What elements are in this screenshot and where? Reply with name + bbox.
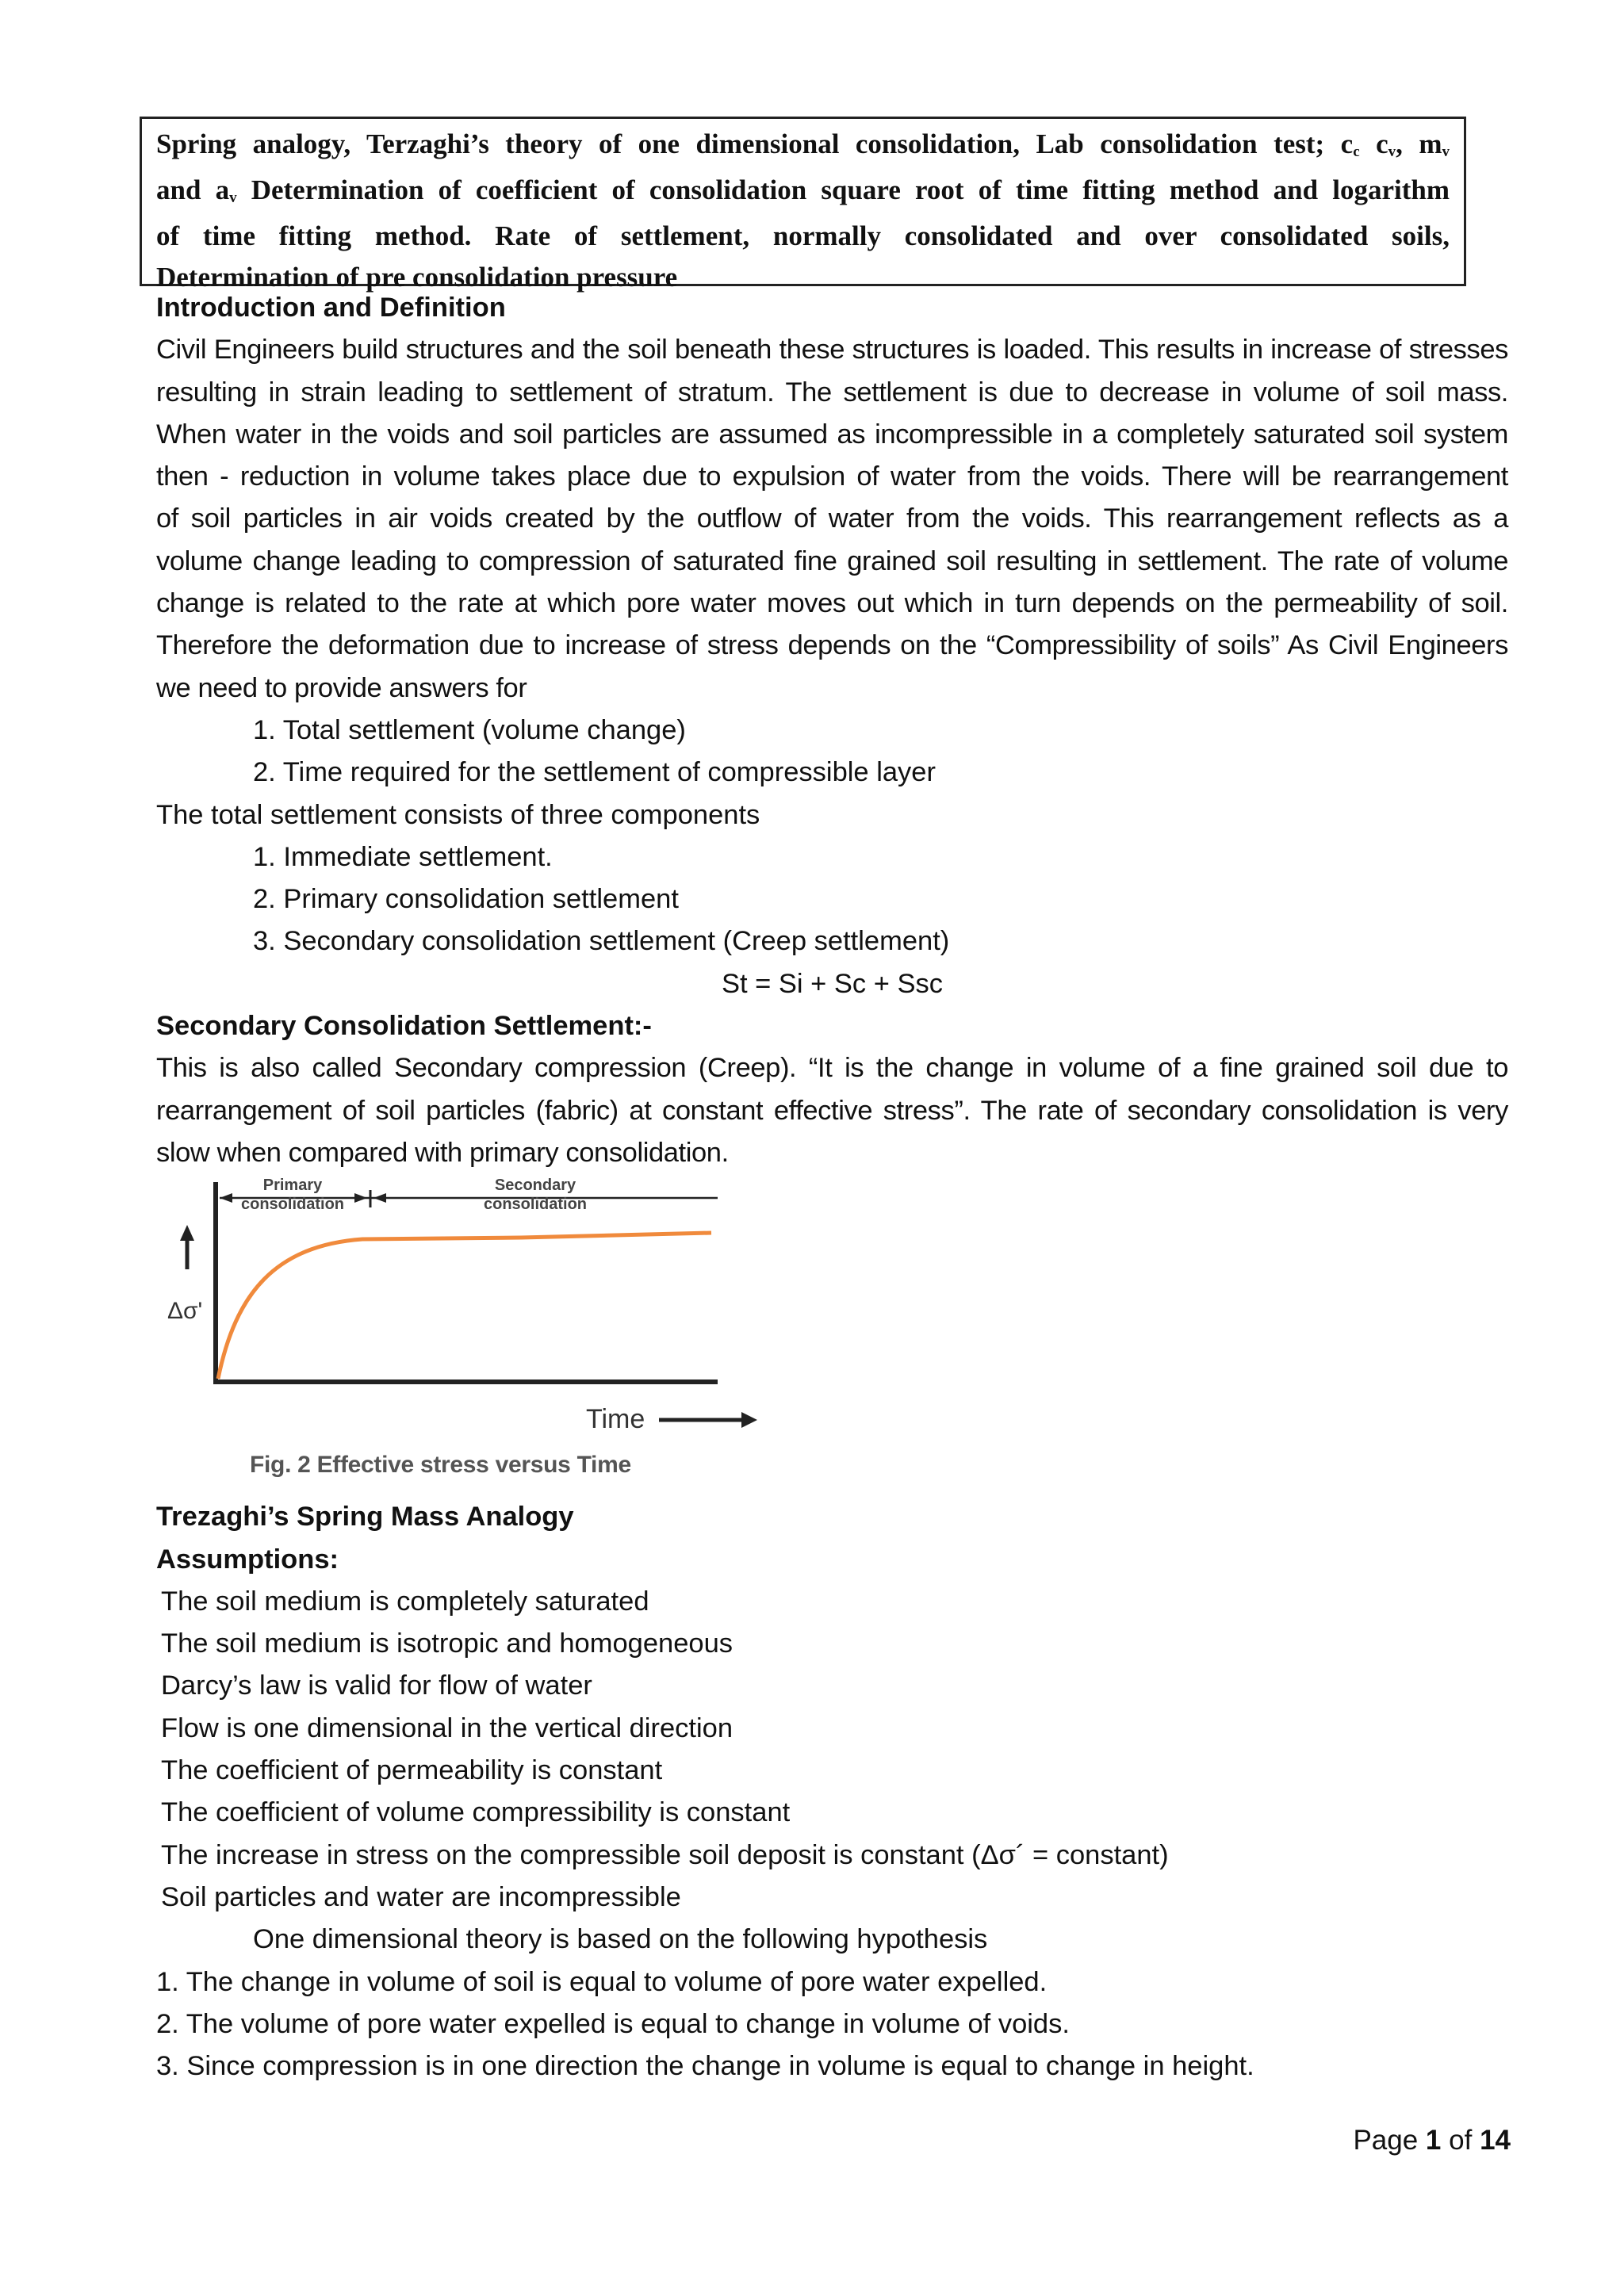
assumption-item: The coefficient of permeability is constant (161, 1755, 663, 1786)
primary-label: Primary (262, 1177, 323, 1195)
section-heading-introduction: Introduction and Definition (156, 293, 506, 323)
paragraph-line: then - reduction in volume takes place due to expulsion of water from the voids. There will be rearrangement (156, 461, 1508, 492)
subscript: c (1353, 144, 1360, 160)
title-text: Spring analogy, Terzaghi’s theory of one dimensional consolidation, Lab consolidation test; c (156, 128, 1354, 159)
intro-paragraph (156, 329, 1508, 710)
title-line-1 (156, 124, 1450, 170)
total-pages: 14 (1480, 2125, 1511, 2156)
arrow-left-icon (373, 1193, 386, 1203)
assumption-item: Soil particles and water are incompressible (161, 1881, 681, 1912)
assumptions-heading: Assumptions: (156, 1544, 339, 1575)
assumption-item: The increase in stress on the compressible soil deposit is constant (Δσ´ = constant) (161, 1839, 1169, 1870)
page-footer (1353, 2125, 1511, 2156)
hypothesis-item: 1. The change in volume of soil is equal to volume of pore water expelled. (156, 1966, 1048, 1997)
title-text: c (1359, 128, 1388, 159)
x-axis-label: Time (586, 1404, 645, 1435)
paragraph-line: we need to provide answers for (156, 672, 527, 703)
subscript: v (1442, 144, 1450, 160)
paragraph-line: Therefore the deformation due to increase of stress depends on the “Compressibility of soils” As Civil Engineers (156, 630, 1508, 661)
subscript: v (1388, 144, 1396, 160)
paragraph-line: change is related to the rate at which pore water moves out which in turn depends on the permeability of soil. (156, 588, 1508, 619)
section-heading-spring-analogy: Trezaghi’s Spring Mass Analogy (156, 1502, 574, 1533)
hypothesis-item: 3. Since compression is in one direction the change in volume is equal to change in height. (156, 2051, 1254, 2082)
title-line-4: Determination of pre consolidation pressure (156, 262, 678, 293)
assumption-item: The soil medium is isotropic and homogeneous (161, 1628, 733, 1659)
paragraph-line: rearrangement of soil particles (fabric) at constant effective stress”. The rate of secondary consolidation is very (156, 1095, 1508, 1126)
list-item: 3. Secondary consolidation settlement (Creep settlement) (253, 926, 950, 957)
paragraph-line: When water in the voids and soil particles are assumed as incompressible in a completely saturated soil system (156, 419, 1508, 450)
title-line-2 (156, 170, 1450, 216)
page-word: Page (1353, 2125, 1419, 2156)
title-text: Determination of coefficient of consolidation square root of time fitting method and logarithm (236, 174, 1450, 205)
page-number: 1 (1425, 2125, 1442, 2156)
paragraph-line: of soil particles in air voids created by the outflow of water from the voids. This rearrangement reflects as a (156, 503, 1508, 534)
secondary-label: Secondary (494, 1177, 576, 1195)
of-word: of (1449, 2125, 1473, 2156)
effective-stress-diagram (156, 1174, 775, 1444)
title-text: , m (1396, 128, 1442, 159)
components-intro: The total settlement consists of three components (156, 799, 760, 830)
paragraph-line: slow when compared with primary consolidation. (156, 1137, 729, 1168)
title-text: and a (156, 174, 230, 205)
title-line-3: of time fitting method. Rate of settlement, normally consolidated and over consolidated soils, (156, 220, 1450, 251)
arrow-left-icon (220, 1193, 232, 1203)
assumption-item: Flow is one dimensional in the vertical direction (161, 1712, 733, 1743)
up-arrow-head-icon (180, 1225, 194, 1241)
arrow-right-icon (354, 1193, 367, 1203)
paragraph-line: This is also called Secondary compression (Creep). “It is the change in volume of a fine grained soil due to (156, 1053, 1508, 1084)
list-item: 2. Primary consolidation settlement (253, 884, 679, 915)
paragraph-line: resulting in strain leading to settlement of stratum. The settlement is due to decrease in volume of soil mass. (156, 377, 1508, 408)
subscript: v (229, 189, 237, 206)
time-arrow-head-icon (741, 1412, 757, 1428)
hypothesis-item: 2. The volume of pore water expelled is equal to change in volume of voids. (156, 2008, 1070, 2039)
hypothesis-intro: One dimensional theory is based on the following hypothesis (253, 1924, 988, 1955)
stress-curve (218, 1233, 711, 1379)
paragraph-line: Civil Engineers build structures and the soil beneath these structures is loaded. This results in increase of stresses (156, 335, 1508, 365)
list-item: 2. Time required for the settlement of compressible layer (253, 757, 936, 788)
paragraph-line: volume change leading to compression of saturated fine grained soil resulting in settlement. The rate of volume (156, 545, 1508, 576)
settlement-equation: St = Si + Sc + Ssc (722, 968, 943, 999)
title-box (140, 117, 1466, 293)
secondary-paragraph (156, 1047, 1508, 1174)
assumption-item: The soil medium is completely saturated (161, 1586, 649, 1617)
assumption-item: Darcy’s law is valid for flow of water (161, 1670, 592, 1701)
main-content (156, 287, 1508, 2087)
secondary-label-2: consolidation (484, 1196, 587, 1214)
list-item: 1. Total settlement (volume change) (253, 714, 686, 745)
primary-label-2: consolidation (241, 1196, 344, 1214)
figure-caption: Fig. 2 Effective stress versus Time (250, 1452, 631, 1479)
assumption-item: The coefficient of volume compressibility is constant (161, 1797, 791, 1828)
list-item: 1. Immediate settlement. (253, 841, 553, 872)
effective-stress-figure (156, 1174, 775, 1496)
y-axis-label: Δσ' (167, 1298, 203, 1325)
section-heading-secondary: Secondary Consolidation Settlement:- (156, 1011, 652, 1042)
